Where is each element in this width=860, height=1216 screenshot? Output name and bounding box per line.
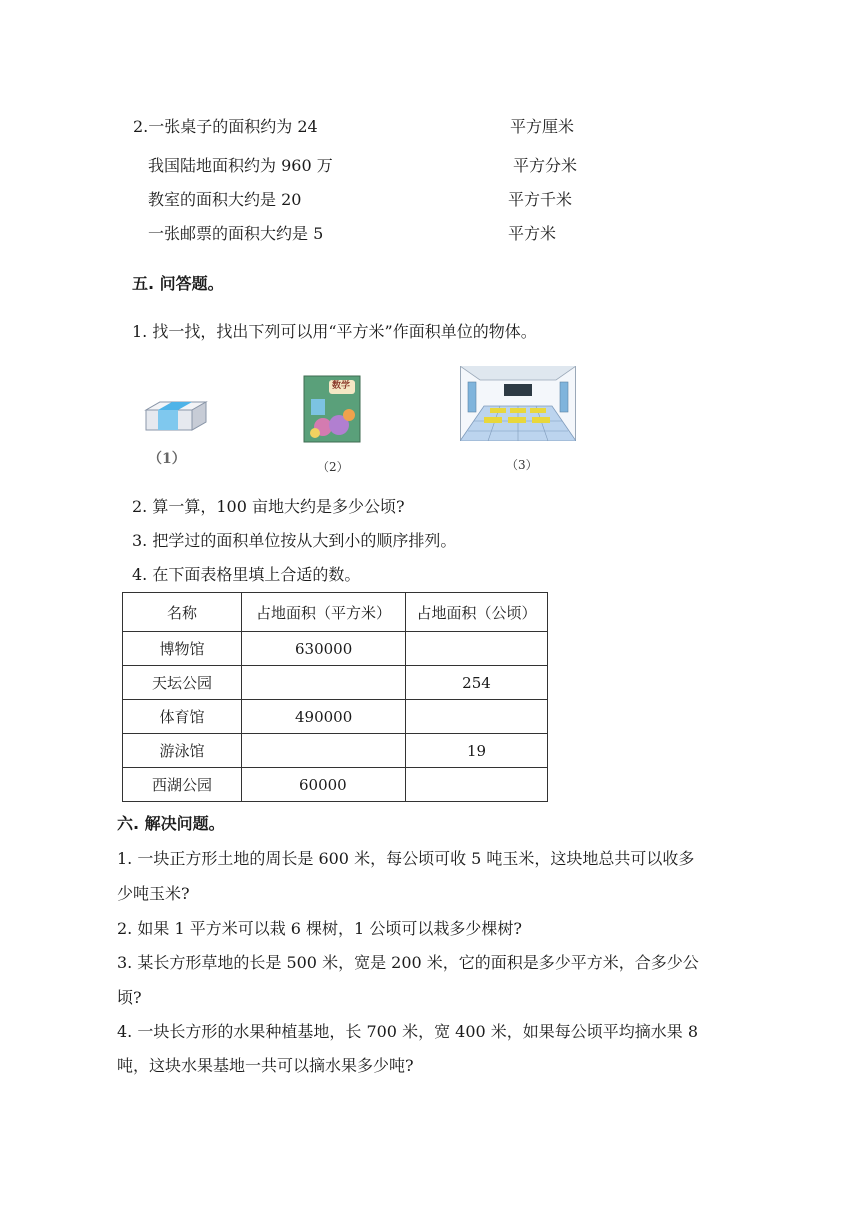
table-row bbox=[123, 632, 548, 666]
section-5-q1: 1. 找一找，找出下列可以用“平方米”作面积单位的物体。 bbox=[132, 322, 537, 341]
table-cell: 490000 bbox=[242, 700, 406, 734]
section-6-q1-line2: 少吨玉米? bbox=[117, 884, 190, 903]
area-table bbox=[122, 592, 548, 802]
table-cell bbox=[406, 768, 548, 802]
match-left-1: 2.一张桌子的面积约为 24 bbox=[133, 117, 318, 136]
section-5-q4: 4. 在下面表格里填上合适的数。 bbox=[132, 565, 361, 584]
table-cell: 60000 bbox=[242, 768, 406, 802]
table-cell bbox=[406, 632, 548, 666]
section-6-q4-line2: 吨，这块水果基地一共可以摘水果多少吨? bbox=[117, 1056, 414, 1075]
figure-3-caption: （3） bbox=[506, 458, 538, 472]
section-6-q4-line1: 4. 一块长方形的水果种植基地，长 700 米，宽 400 米，如果每公顷平均摘水果 8 bbox=[117, 1022, 699, 1041]
section-6-q3-line2: 顷? bbox=[117, 988, 142, 1007]
table-cell: 254 bbox=[406, 666, 548, 700]
table-header-cell: 名称 bbox=[123, 593, 242, 632]
match-left-3: 教室的面积大约是 20 bbox=[148, 190, 302, 209]
match-right-1: 平方厘米 bbox=[510, 117, 575, 136]
match-right-4: 平方米 bbox=[508, 224, 557, 243]
section-6-q2: 2. 如果 1 平方米可以栽 6 棵树，1 公顷可以栽多少棵树? bbox=[117, 919, 522, 938]
match-right-3: 平方千米 bbox=[508, 190, 573, 209]
table-cell bbox=[242, 734, 406, 768]
table-row bbox=[123, 768, 548, 802]
table-row bbox=[123, 734, 548, 768]
table-header-cell: 占地面积（公顷） bbox=[406, 593, 548, 632]
table-cell: 游泳馆 bbox=[123, 734, 242, 768]
table-row bbox=[123, 700, 548, 734]
classroom-icon bbox=[460, 366, 576, 441]
table-row bbox=[123, 666, 548, 700]
figure-1-caption: （1） bbox=[148, 451, 186, 467]
section-5-q2: 2. 算一算，100 亩地大约是多少公顷? bbox=[132, 497, 405, 516]
section-6-q3-line1: 3. 某长方形草地的长是 500 米，宽是 200 米，它的面积是多少平方米，合多少公 bbox=[117, 953, 699, 972]
section-6-heading: 六. 解决问题。 bbox=[117, 814, 225, 833]
section-5-heading: 五. 问答题。 bbox=[132, 274, 224, 293]
book-title-label: 数学 bbox=[332, 381, 351, 391]
match-left-2: 我国陆地面积约为 960 万 bbox=[148, 156, 333, 175]
table-cell: 天坛公园 bbox=[123, 666, 242, 700]
table-header-cell: 占地面积（平方米） bbox=[242, 593, 406, 632]
section-6-q1-line1: 1. 一块正方形土地的周长是 600 米，每公顷可收 5 吨玉米，这块地总共可以收多 bbox=[117, 849, 695, 868]
table-cell: 630000 bbox=[242, 632, 406, 666]
table-cell: 19 bbox=[406, 734, 548, 768]
table-cell: 博物馆 bbox=[123, 632, 242, 666]
eraser-icon bbox=[140, 398, 212, 436]
table-cell: 西湖公园 bbox=[123, 768, 242, 802]
table-cell bbox=[406, 700, 548, 734]
table-cell: 体育馆 bbox=[123, 700, 242, 734]
table-cell bbox=[242, 666, 406, 700]
section-5-q3: 3. 把学过的面积单位按从大到小的顺序排列。 bbox=[132, 531, 457, 550]
figure-2-caption: （2） bbox=[317, 460, 349, 474]
table-header-row bbox=[123, 593, 548, 632]
match-left-4: 一张邮票的面积大约是 5 bbox=[148, 224, 324, 243]
match-right-2: 平方分米 bbox=[513, 156, 578, 175]
